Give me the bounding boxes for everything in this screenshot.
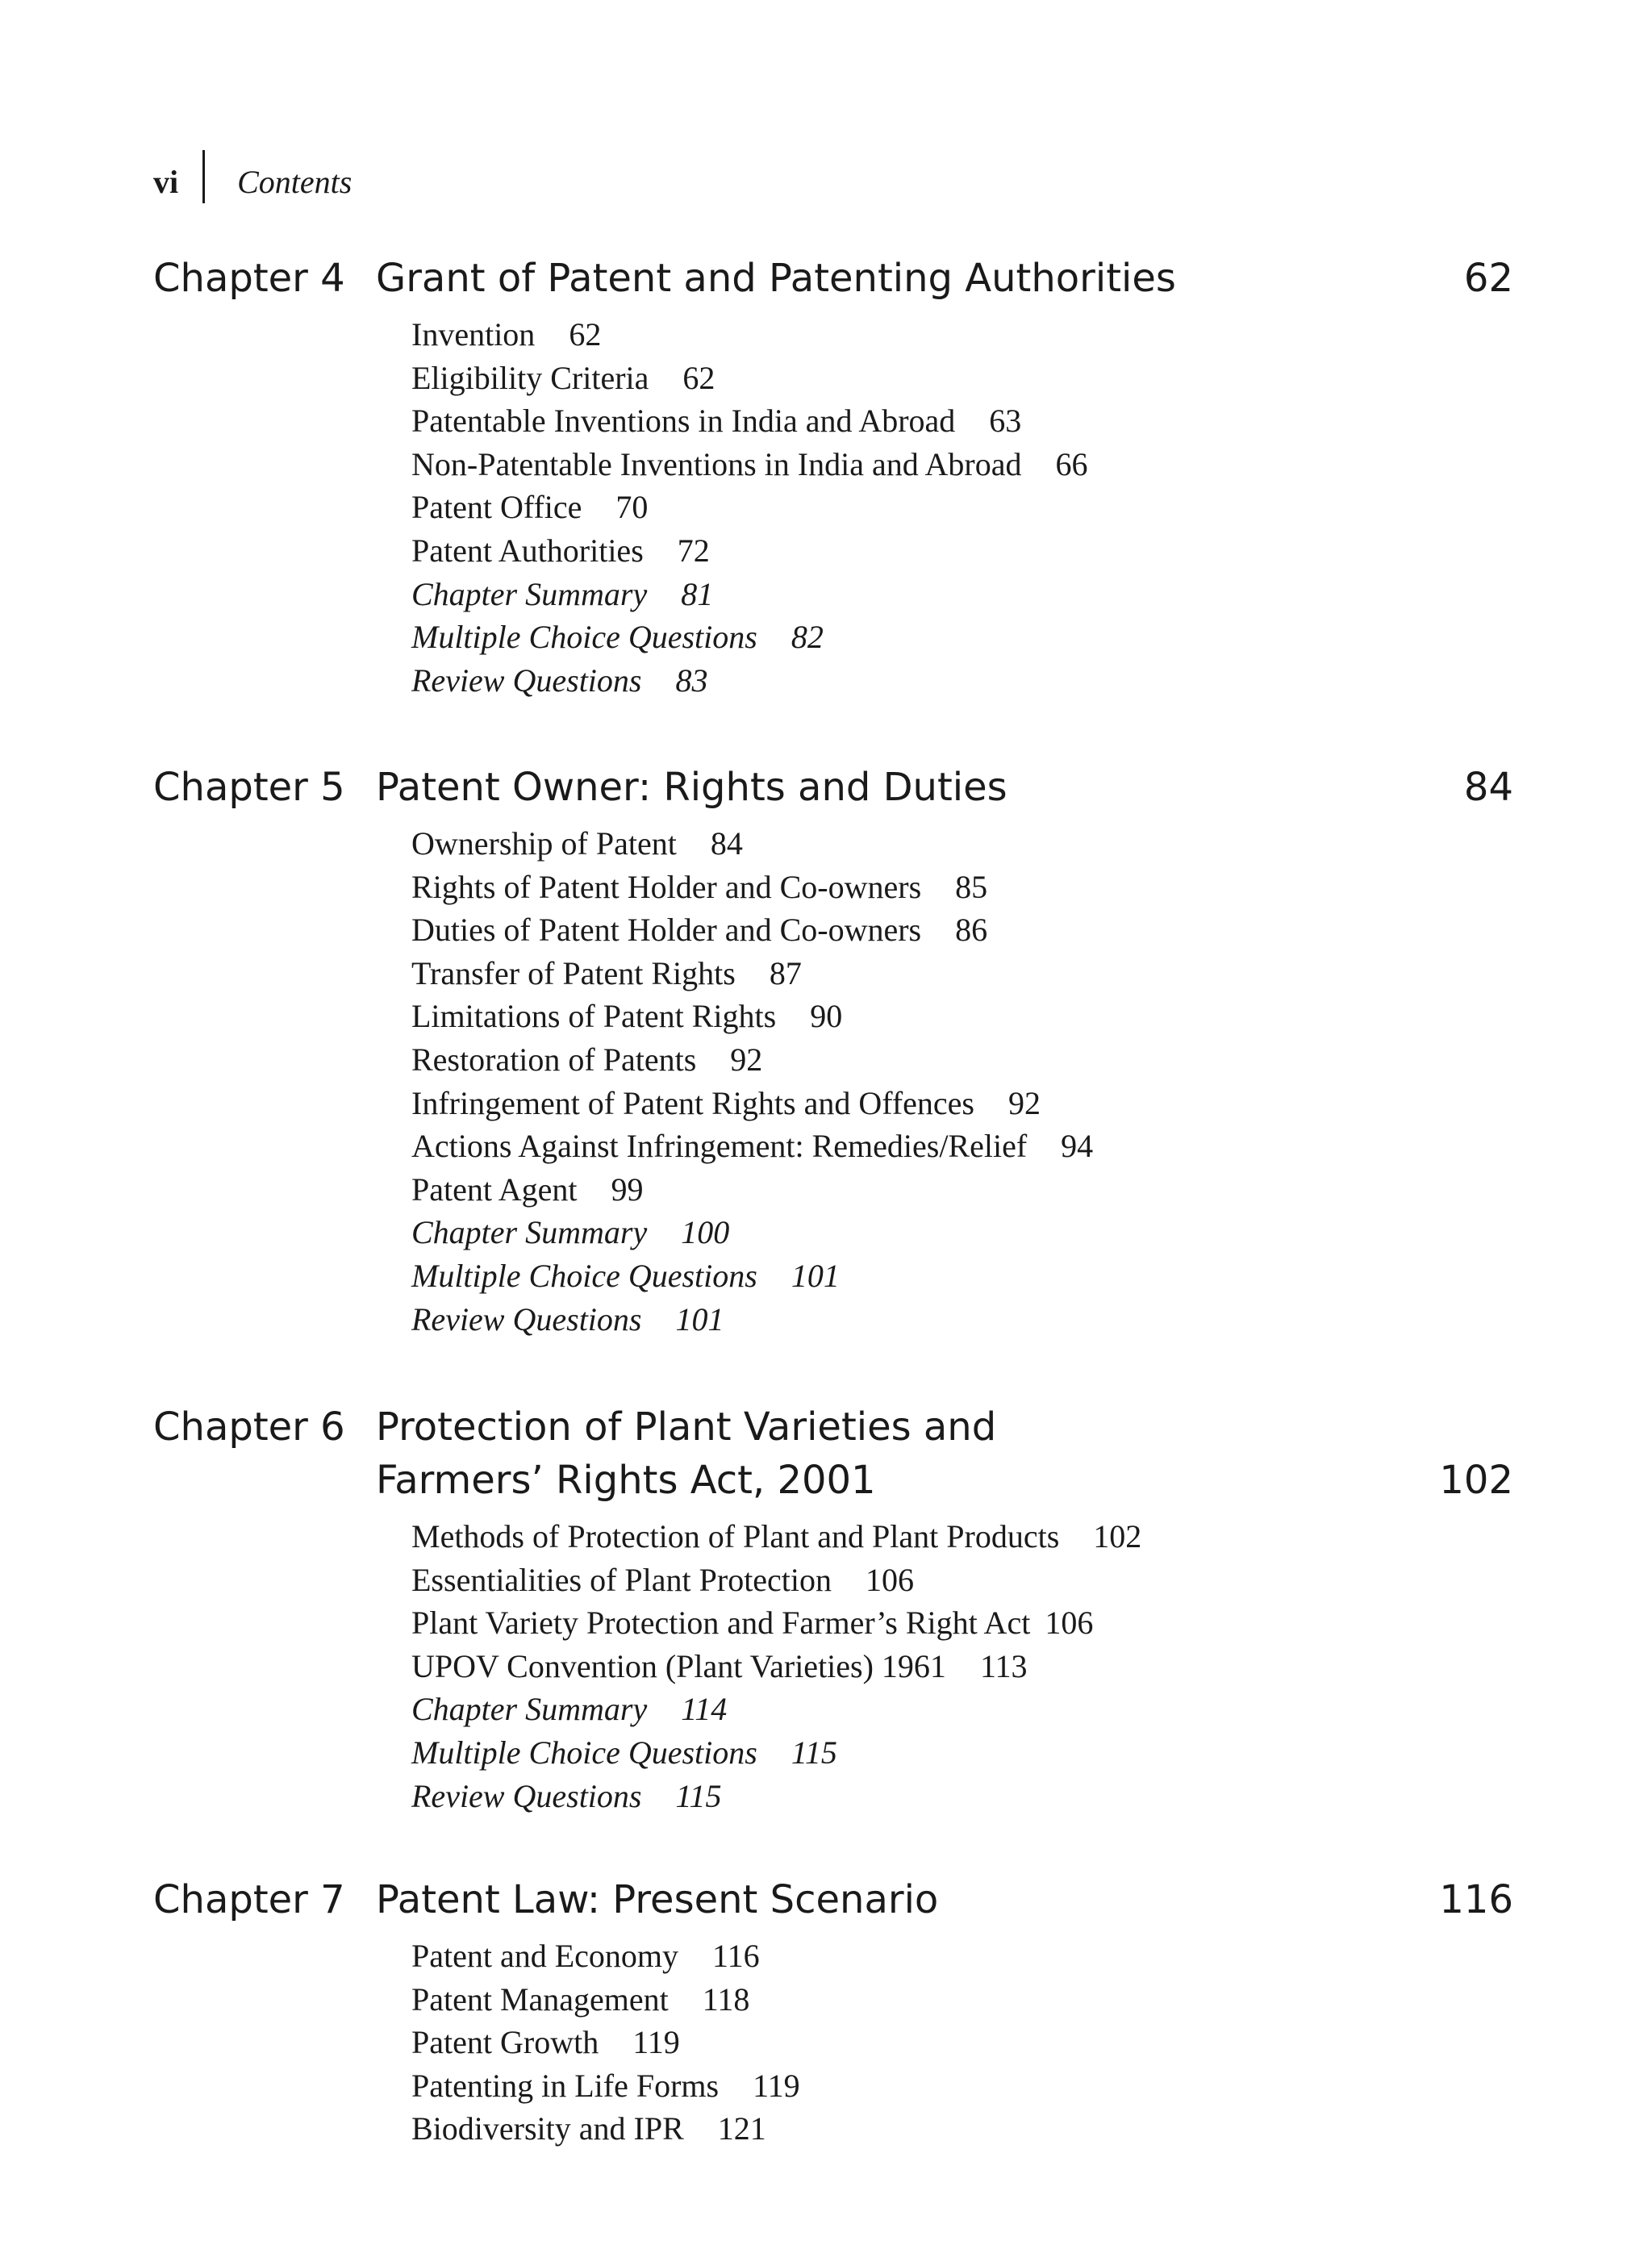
section-list <box>411 822 1513 1341</box>
toc-entry <box>411 1601 1513 1645</box>
chapter-heading <box>153 252 1513 305</box>
toc-entry <box>411 1978 1513 2022</box>
entry-page-number: 116 <box>712 1938 760 1974</box>
toc-entry-review <box>411 659 1513 703</box>
entry-page-number: 101 <box>675 1300 724 1338</box>
entry-title: Review Questions <box>411 1777 642 1814</box>
entry-page-number: 66 <box>1055 445 1088 482</box>
entry-title: Review Questions <box>411 661 642 699</box>
entry-page-number: 119 <box>632 2024 680 2061</box>
entry-page-number: 92 <box>730 1041 763 1078</box>
chapter-page-number: 84 <box>1463 765 1513 810</box>
entry-page-number: 99 <box>611 1171 644 1208</box>
chapter-heading <box>153 1400 1513 1507</box>
header-divider <box>202 150 205 203</box>
entry-page-number: 70 <box>615 489 649 526</box>
entry-title: Multiple Choice Questions <box>411 619 757 656</box>
entry-title: Infringement of Patent Rights and Offences <box>411 1084 974 1121</box>
chapter-5-section <box>153 761 1513 1341</box>
entry-page-number: 62 <box>569 316 602 353</box>
toc-entry <box>411 1125 1513 1168</box>
entry-title: Essentialities of Plant Protection <box>411 1561 832 1598</box>
chapter-heading <box>153 761 1513 814</box>
entry-page-number: 63 <box>989 403 1022 440</box>
entry-title: Duties of Patent Holder and Co-owners <box>411 912 922 949</box>
entry-page-number: 106 <box>866 1561 915 1598</box>
entry-title: Restoration of Patents <box>411 1041 697 1078</box>
toc-entry <box>411 1645 1513 1688</box>
toc-entry <box>411 1515 1513 1559</box>
chapter-page-number: 116 <box>1439 1877 1513 1922</box>
entry-title: Patent Agent <box>411 1171 578 1208</box>
toc-entry <box>411 486 1513 529</box>
entry-page-number: 82 <box>791 619 824 656</box>
toc-entry-review <box>411 1775 1513 1818</box>
toc-entry <box>411 313 1513 357</box>
toc-entry <box>411 1559 1513 1602</box>
entry-title: Eligibility Criteria <box>411 359 649 396</box>
toc-entry-review <box>411 1298 1513 1342</box>
entry-title: Non-Patentable Inventions in India and Abroad <box>411 445 1022 482</box>
entry-page-number: 121 <box>717 2110 766 2147</box>
chapter-title-line: Protection of Plant Varieties and <box>376 1404 997 1450</box>
toc-entry <box>411 908 1513 952</box>
entry-title: Patentable Inventions in India and Abroad <box>411 403 956 440</box>
section-list <box>411 1934 1513 2151</box>
chapter-page-number: 102 <box>1439 1458 1513 1503</box>
toc-entry <box>411 443 1513 486</box>
chapter-title <box>376 1400 996 1507</box>
chapter-7-section <box>153 1873 1513 2151</box>
chapter-title <box>376 761 1007 814</box>
entry-title: Plant Variety Protection and Farmer’s Right Act <box>411 1605 1031 1642</box>
entry-title: Ownership of Patent <box>411 825 677 862</box>
chapter-title <box>376 252 1176 305</box>
entry-page-number: 62 <box>682 359 715 396</box>
entry-title: Patent Growth <box>411 2024 599 2061</box>
entry-title: Review Questions <box>411 1300 642 1338</box>
chapter-heading <box>153 1873 1513 1926</box>
entry-title: UPOV Convention (Plant Varieties) 1961 <box>411 1647 946 1684</box>
toc-entry <box>411 1934 1513 1978</box>
entry-page-number: 119 <box>753 2067 800 2104</box>
running-head <box>153 153 352 210</box>
toc-entry-mcq <box>411 616 1513 659</box>
running-title: Contents <box>237 163 353 200</box>
entry-page-number: 86 <box>955 912 988 949</box>
entry-page-number: 114 <box>681 1691 728 1728</box>
entry-page-number: 113 <box>979 1647 1028 1684</box>
toc-entry <box>411 2021 1513 2064</box>
entry-title: Patent and Economy <box>411 1938 679 1974</box>
entry-page-number: 92 <box>1007 1084 1041 1121</box>
entry-page-number: 83 <box>675 661 708 699</box>
entry-title: Methods of Protection of Plant and Plant Products <box>411 1518 1060 1555</box>
toc-entry <box>411 1082 1513 1125</box>
entry-title: Patent Authorities <box>411 532 644 569</box>
toc-entry <box>411 1168 1513 1212</box>
chapter-6-section <box>153 1400 1513 1817</box>
toc-entry-summary <box>411 573 1513 616</box>
entry-page-number: 100 <box>681 1214 730 1251</box>
chapter-page-number: 62 <box>1463 256 1513 301</box>
entry-title: Actions Against Infringement: Remedies/Relief <box>411 1128 1028 1165</box>
toc-entry <box>411 866 1513 909</box>
entry-page-number: 81 <box>681 575 714 612</box>
entry-page-number: 90 <box>810 998 843 1035</box>
entry-page-number: 118 <box>702 1980 750 2018</box>
toc-entry <box>411 952 1513 995</box>
entry-page-number: 72 <box>677 532 710 569</box>
toc-entry-mcq <box>411 1731 1513 1775</box>
chapter-title-line: Patent Owner: Rights and Duties <box>376 765 1007 810</box>
entry-page-number: 87 <box>769 954 802 991</box>
entry-title: Multiple Choice Questions <box>411 1257 757 1294</box>
entry-title: Chapter Summary <box>411 1691 648 1728</box>
toc-entry-summary <box>411 1688 1513 1731</box>
toc-entry-mcq <box>411 1254 1513 1298</box>
page-number: vi <box>153 163 179 200</box>
toc-entry <box>411 2107 1513 2151</box>
entry-title: Chapter Summary <box>411 1214 648 1251</box>
chapter-label: Chapter 4 <box>153 256 345 301</box>
chapter-title <box>376 1873 938 1926</box>
toc-entry <box>411 995 1513 1038</box>
toc-entry <box>411 822 1513 866</box>
entry-page-number: 101 <box>791 1257 840 1294</box>
entry-page-number: 84 <box>710 825 743 862</box>
entry-page-number: 102 <box>1093 1518 1142 1555</box>
chapter-4-section <box>153 252 1513 702</box>
toc-entry-summary <box>411 1211 1513 1254</box>
section-list <box>411 313 1513 702</box>
toc-entry <box>411 1038 1513 1082</box>
entry-page-number: 94 <box>1061 1128 1094 1165</box>
entry-title: Patent Office <box>411 489 582 526</box>
toc-entry <box>411 399 1513 443</box>
entry-title: Rights of Patent Holder and Co-owners <box>411 868 922 905</box>
entry-page-number: 115 <box>675 1777 722 1814</box>
chapter-label: Chapter 7 <box>153 1877 345 1922</box>
chapter-label: Chapter 6 <box>153 1404 345 1450</box>
entry-title: Invention <box>411 316 536 353</box>
chapter-title-line: Grant of Patent and Patenting Authorities <box>376 256 1176 301</box>
entry-title: Limitations of Patent Rights <box>411 998 777 1035</box>
entry-page-number: 115 <box>791 1734 837 1771</box>
toc-entry <box>411 2064 1513 2108</box>
entry-title: Biodiversity and IPR <box>411 2110 684 2147</box>
chapter-title-line: Farmers’ Rights Act, 2001 <box>376 1458 876 1503</box>
entry-page-number: 106 <box>1045 1605 1094 1642</box>
entry-title: Chapter Summary <box>411 575 648 612</box>
chapter-label: Chapter 5 <box>153 765 345 810</box>
entry-page-number: 85 <box>955 868 988 905</box>
toc-entry <box>411 357 1513 400</box>
entry-title: Patent Management <box>411 1980 669 2018</box>
entry-title: Patenting in Life Forms <box>411 2067 720 2104</box>
entry-title: Multiple Choice Questions <box>411 1734 757 1771</box>
entry-title: Transfer of Patent Rights <box>411 954 736 991</box>
section-list <box>411 1515 1513 1817</box>
chapter-title-line: Patent Law: Present Scenario <box>376 1877 939 1922</box>
toc-entry <box>411 529 1513 573</box>
